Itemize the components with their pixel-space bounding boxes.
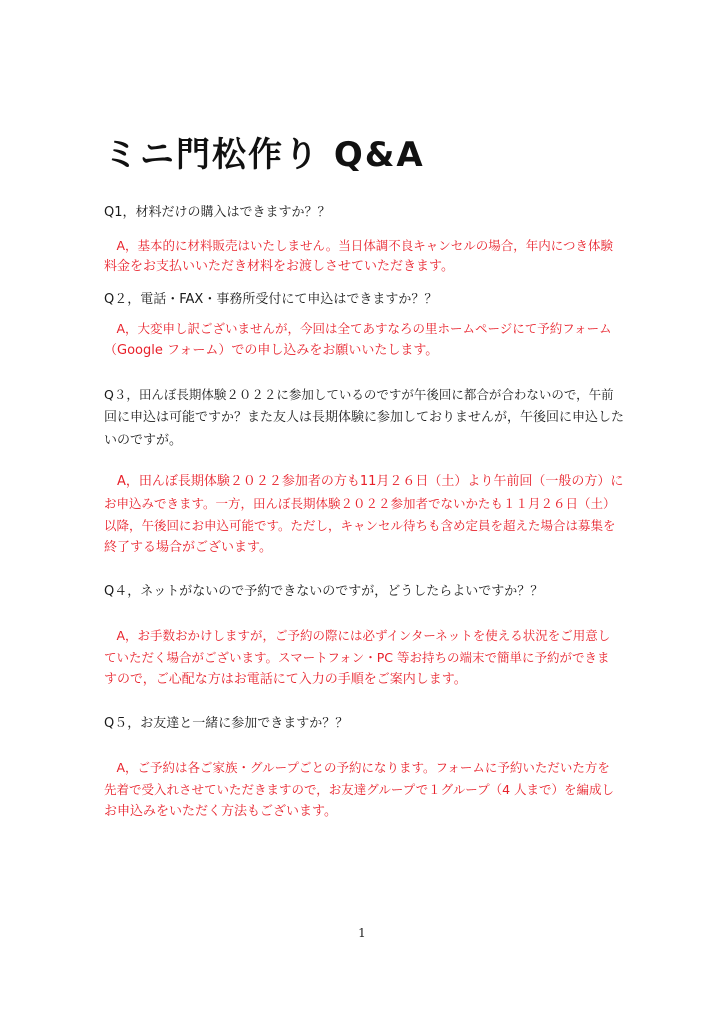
answer-2-line-2: （Google フォーム）での申し込みをお願いいたします。: [104, 343, 439, 358]
answer-2-line-1: A，大変申し訳ございませんが，今回は全てあすなろの里ホームページにて予約フォーム: [104, 321, 612, 336]
page-title: ミニ門松作り Q&A: [104, 135, 425, 175]
answer-1-line-2: 料金をお支払いいただき材料をお渡しさせていただきます。: [104, 259, 454, 274]
question-3-line-2: 回に申込は可能ですか？また友人は長期体験に参加しておりませんが，午後回に申込した: [104, 410, 625, 425]
question-3-line-3: いのですが。: [104, 433, 183, 448]
question-2: Q２，電話・FAX・事務所受付にて申込はできますか？？: [104, 292, 438, 307]
answer-4-line-2: ていただく場合がございます。スマートフォン・PC 等お持ちの端末で簡単に予約ができま: [104, 650, 610, 665]
answer-5-line-3: お申込みをいただく方法もございます。: [104, 804, 337, 819]
answer-3-line-4: 終了する場合がございます。: [104, 540, 272, 555]
question-5: Q５，お友達と一緒に参加できますか？？: [104, 716, 349, 731]
answer-5-line-1: A，ご予約は各ご家族・グループごとの予約になります。フォームに予約いただいた方を: [104, 760, 610, 775]
answer-5-line-2: 先着で受入れさせていただきますので，お友達グループで１グループ（4 人まで）を編成し: [104, 782, 615, 797]
answer-3-line-3: 以降，午後回にお申込可能です。ただし，キャンセル待ちも含め定員を超えた場合は募集を: [104, 518, 616, 533]
page-number: 1: [358, 926, 366, 940]
answer-3-line-1: A，田んぼ長期体験２０２２参加者の方も11月２６日（土）より午前回（一般の方）に: [104, 474, 624, 489]
answer-4-line-3: すので，ご心配な方はお電話にて入力の手順をご案内します。: [104, 672, 467, 687]
answer-1-line-1: A，基本的に材料販売はいたしません。当日体調不良キャンセルの場合，年内につき体験: [104, 238, 614, 253]
answer-3-line-2: お申込みできます。一方，田んぼ長期体験２０２２参加者でないかたも１１月２６日（土）: [104, 496, 616, 511]
answer-4-line-1: A，お手数おかけしますが，ご予約の際には必ずインターネットを使える状況をご用意し: [104, 628, 611, 643]
question-4: Q４，ネットがないので予約できないのですが，どうしたらよいですか？？: [104, 584, 544, 599]
question-3-line-1: Q３，田んぼ長期体験２０２２に参加しているのですが午後回に都合が合わないので，午前: [104, 387, 614, 402]
question-1: Q1，材料だけの購入はできますか？？: [104, 205, 331, 220]
